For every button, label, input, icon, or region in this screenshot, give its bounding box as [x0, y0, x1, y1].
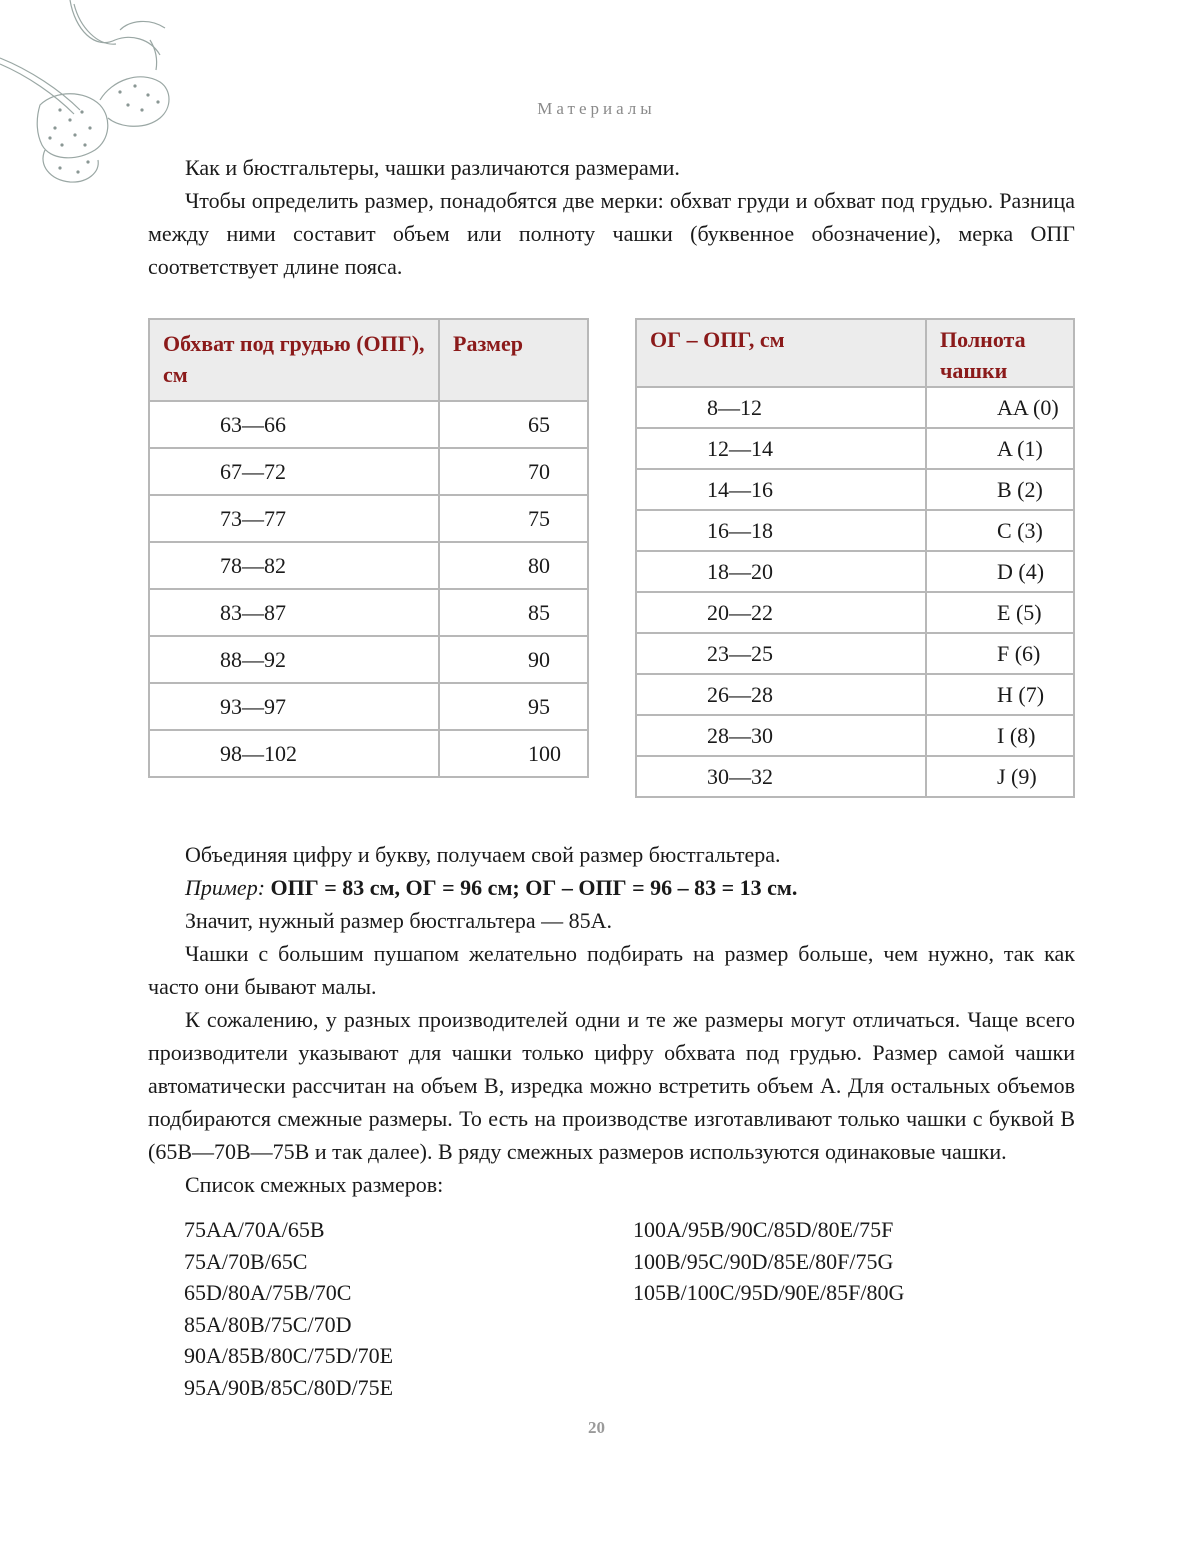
- table-header-cell: Обхват под грудью (ОПГ), см: [149, 319, 439, 401]
- table-row: [149, 542, 588, 589]
- list-item: 85A/80B/75C/70D: [184, 1311, 352, 1337]
- table-cell: H (7): [926, 674, 1074, 715]
- intro-paragraph: Чтобы определить размер, понадобятся две мерки: обхват груди и обхват под грудью. Разница между ними составит объем или полноту чашки (буквенное обозначение), мерка ОПГ соответствует длине пояса.: [148, 188, 1075, 279]
- table-cell: I (8): [926, 715, 1074, 756]
- table-cell: 30—32: [636, 756, 926, 797]
- table-cell: 73—77: [149, 495, 439, 542]
- table-header-cell: Размер: [439, 319, 588, 401]
- table-cell: 16—18: [636, 510, 926, 551]
- table-row: [149, 683, 588, 730]
- table-cell: 20—22: [636, 592, 926, 633]
- table-cell: F (6): [926, 633, 1074, 674]
- table-cell: J (9): [926, 756, 1074, 797]
- adjacent-sizes-list-left: [184, 1214, 393, 1403]
- table-cell: 90: [439, 636, 588, 683]
- paragraph-example: [148, 871, 1075, 904]
- table-header-row: [149, 319, 588, 401]
- paragraph-manufacturers: К сожалению, у разных производителей одни и те же размеры могут отличаться. Чаще всего производители указывают для чашки только цифру обхвата под грудью. Размер самой чашки автоматически рассчитан на объем В, изредка можно встретить объем А. Для остальных объемов подбираются смежные размеры. То есть на производстве изготавливают только чашки с буквой В (65В—70В—75В и так далее). В ряду смежных размеров используются одинаковые чашки.: [148, 1007, 1075, 1164]
- example-label: Пример:: [185, 875, 266, 900]
- list-item: 90A/85B/80C/75D/70E: [184, 1343, 394, 1368]
- table-row: [636, 756, 1074, 797]
- table-header-row: [636, 319, 1074, 387]
- table-cell: 88—92: [149, 636, 439, 683]
- table-header-cell: ОГ – ОПГ, см: [636, 319, 926, 387]
- table-cell: 80: [439, 542, 588, 589]
- table-row: [149, 448, 588, 495]
- table-row: [149, 730, 588, 777]
- intro-text: [148, 151, 1075, 283]
- table-row: [149, 636, 588, 683]
- list-item: 100A/95B/90C/85D/80E/75F: [633, 1217, 894, 1242]
- table-cell: 12—14: [636, 428, 926, 469]
- running-head: Материалы: [537, 99, 656, 118]
- list-item: 95A/90B/85C/80D/75E: [184, 1374, 394, 1400]
- table-cell: 95: [439, 683, 588, 730]
- table-row: [636, 428, 1074, 469]
- list-item: 75A/70B/65C: [184, 1248, 308, 1274]
- table-cell: 67—72: [149, 448, 439, 495]
- table-cell: 93—97: [149, 683, 439, 730]
- paragraph-result: Значит, нужный размер бюстгальтера — 85А.: [185, 908, 613, 933]
- table-row: [636, 674, 1074, 715]
- body-text: [148, 838, 1075, 1201]
- example-formula: ОПГ = 83 см, ОГ = 96 см; ОГ – ОПГ = 96 – 83 = 13 см.: [265, 875, 798, 900]
- table-cell: 75: [439, 495, 588, 542]
- cup-size-table: [635, 318, 1075, 798]
- paragraph-combine: Объединяя цифру и букву, получаем свой размер бюстгальтера.: [185, 842, 781, 867]
- table-row: [636, 387, 1074, 428]
- list-item: 105B/100C/95D/90E/85F/80G: [633, 1280, 905, 1305]
- list-item: 65D/80A/75B/70C: [184, 1280, 352, 1305]
- table-cell: 85: [439, 589, 588, 636]
- table-cell: 70: [439, 448, 588, 495]
- table-cell: B (2): [926, 469, 1074, 510]
- page-number: 20: [588, 1418, 605, 1437]
- table-cell: 23—25: [636, 633, 926, 674]
- adjacent-sizes-title: Список смежных размеров:: [185, 1172, 444, 1197]
- list-item: 100B/95C/90D/85E/80F/75G: [633, 1248, 894, 1274]
- adjacent-sizes-list-right: [633, 1214, 904, 1309]
- table-row: [636, 633, 1074, 674]
- table-cell: E (5): [926, 592, 1074, 633]
- band-size-table: [148, 318, 589, 778]
- table-row: [636, 592, 1074, 633]
- table-row: [636, 551, 1074, 592]
- table-cell: 98—102: [149, 730, 439, 777]
- table-cell: C (3): [926, 510, 1074, 551]
- table-row: [149, 401, 588, 448]
- table-cell: 100: [439, 730, 588, 777]
- list-item: 75AA/70A/65B: [184, 1217, 325, 1242]
- table-cell: 65: [439, 401, 588, 448]
- table-cell: 14—16: [636, 469, 926, 510]
- table-header-cell: Полнота чашки: [926, 319, 1074, 387]
- table-row: [149, 589, 588, 636]
- table-cell: A (1): [926, 428, 1074, 469]
- table-cell: 63—66: [149, 401, 439, 448]
- intro-paragraph: Как и бюстгальтеры, чашки различаются размерами.: [185, 155, 680, 180]
- table-cell: 28—30: [636, 715, 926, 756]
- table-row: [149, 495, 588, 542]
- table-cell: AA (0): [926, 387, 1074, 428]
- table-cell: 83—87: [149, 589, 439, 636]
- table-row: [636, 715, 1074, 756]
- paragraph-pushup: Чашки с большим пушапом желательно подбирать на размер больше, чем нужно, так как часто они бывают малы.: [148, 941, 1075, 999]
- table-cell: 8—12: [636, 387, 926, 428]
- table-row: [636, 469, 1074, 510]
- table-cell: 18—20: [636, 551, 926, 592]
- table-row: [636, 510, 1074, 551]
- table-cell: 78—82: [149, 542, 439, 589]
- table-cell: 26—28: [636, 674, 926, 715]
- table-cell: D (4): [926, 551, 1074, 592]
